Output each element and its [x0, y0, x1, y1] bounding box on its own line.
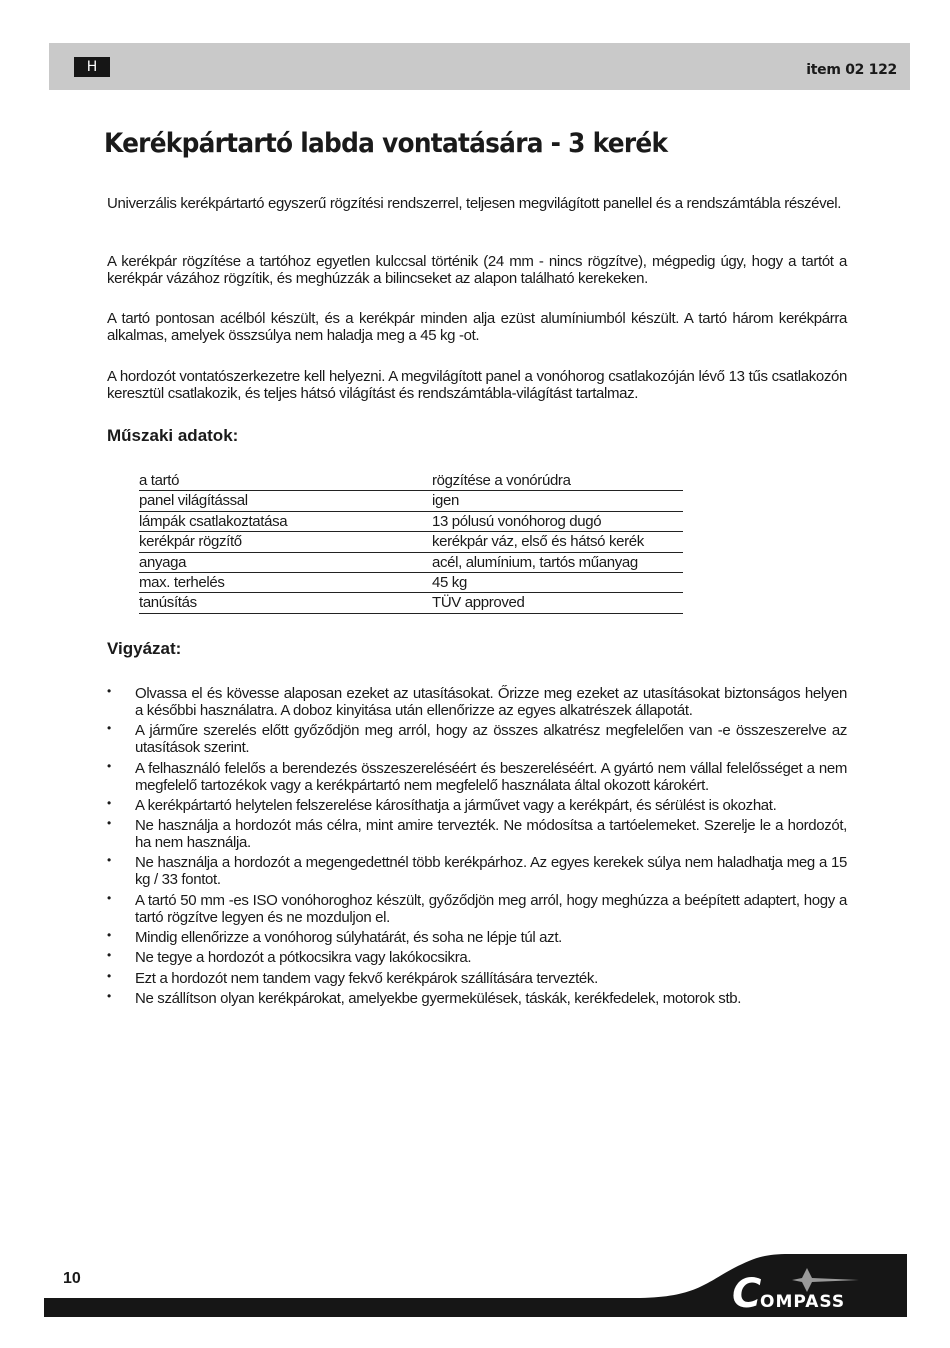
- table-row: [139, 491, 683, 511]
- list-item: [107, 760, 847, 794]
- bullet-icon: •: [107, 795, 111, 810]
- paragraph: A tartó pontosan acélból készült, és a kerékpár minden alja ezüst alumíniumból készült. A tartó három kerékpárra alkalmas, amelyek összsúlya nem haladja meg a 45 kg -ot.: [107, 310, 847, 344]
- svg-text:OMPASS: OMPASS: [760, 1292, 846, 1312]
- list-item-text: A felhasználó felelős a berendezés összeszereléséért és beszereléséért. A gyártó nem vállal felelősséget a nem megfelelő tartozékok vagy a kerékpártartó nem megfelelő használata által okozott károkért.: [135, 759, 847, 794]
- bullet-icon: •: [107, 721, 111, 736]
- spec-label: kerékpár rögzítő: [139, 533, 242, 551]
- svg-text:C: C: [732, 1271, 762, 1317]
- paragraph: A hordozót vontatószerkezetre kell helyezni. A megvilágított panel a vonóhorog csatlakozóján lévő 13 tűs csatlakozón keresztül csatlakozik, és teljes hátsó világítást és rendszámtábla-világítást tartalmaz.: [107, 368, 847, 402]
- spec-label: max. terhelés: [139, 573, 225, 591]
- list-item: [107, 854, 847, 888]
- table-row: [139, 532, 683, 552]
- header-bar: [49, 43, 910, 90]
- spec-value: TÜV approved: [432, 594, 525, 612]
- list-item-text: Ezt a hordozót nem tandem vagy fekvő kerékpárok szállítására tervezték.: [135, 969, 598, 987]
- table-row: [139, 471, 683, 491]
- table-row: [139, 512, 683, 532]
- spec-value: 13 pólusú vonóhorog dugó: [432, 512, 602, 530]
- item-number: item 02 122: [806, 62, 897, 78]
- spec-value: 45 kg: [432, 573, 467, 591]
- spec-value: kerékpár váz, első és hátsó kerék: [432, 533, 644, 551]
- bullet-icon: •: [107, 890, 111, 905]
- list-item: [107, 970, 847, 987]
- table-row: [139, 593, 683, 613]
- list-item-text: A tartó 50 mm -es ISO vonóhoroghoz készült, győződjön meg arról, hogy meghúzza a beépített adaptert, hogy a tartó rögzítve legyen és ne mozduljon el.: [135, 891, 847, 926]
- spec-label: lámpák csatlakoztatása: [139, 512, 288, 530]
- list-item: [107, 990, 847, 1007]
- spec-value: acél, alumínium, tartós műanyag: [432, 553, 638, 571]
- list-item-text: Ne tegye a hordozót a pótkocsikra vagy lakókocsikra.: [135, 949, 472, 967]
- spec-label: panel világítással: [139, 492, 248, 510]
- bullet-icon: •: [107, 758, 111, 773]
- warning-heading: Vigyázat:: [107, 639, 182, 658]
- bullet-icon: •: [107, 853, 111, 868]
- list-item: [107, 949, 847, 966]
- spec-label: anyaga: [139, 553, 187, 571]
- warning-list: [107, 685, 847, 1010]
- specs-heading: Műszaki adatok:: [107, 426, 239, 445]
- list-item: [107, 892, 847, 926]
- list-item: [107, 817, 847, 851]
- list-item-text: A járműre szerelés előtt győződjön meg arról, hogy az összes alkatrész megfelelően van -e összeszerelve az utasítások szerint.: [135, 722, 847, 757]
- list-item-text: A kerékpártartó helytelen felszerelése károsíthatja a járművet vagy a kerékpárt, és sérülést is okozhat.: [135, 796, 777, 814]
- bullet-icon: •: [107, 988, 111, 1003]
- list-item-text: Ne használja a hordozót a megengedettnél több kerékpárhoz. Az egyes kerekek súlya nem haladhatja meg a 15 kg / 33 fontot.: [135, 854, 847, 889]
- bullet-icon: •: [107, 968, 111, 983]
- spec-label: a tartó: [139, 472, 180, 489]
- bullet-icon: •: [107, 816, 111, 831]
- paragraph: A kerékpár rögzítése a tartóhoz egyetlen kulccsal történik (24 mm - nincs rögzítve), mégpedig úgy, hogy a tartót a kerékpár vázához rögzítik, és meghúzzák a bilincseket az alapon található kerekeken.: [107, 253, 847, 287]
- footer-band: [44, 1254, 907, 1317]
- list-item-text: Ne használja a hordozót más célra, mint amire tervezték. Ne módosítsa a tartóelemeket. Szerelje le a hordozót, ha nem használja.: [135, 817, 847, 852]
- table-row: [139, 553, 683, 573]
- table-row: [139, 573, 683, 593]
- spec-value: rögzítése a vonórúdra: [432, 472, 571, 489]
- spec-label: tanúsítás: [139, 594, 197, 612]
- bullet-icon: •: [107, 684, 111, 698]
- list-item-text: Olvassa el és kövesse alaposan ezeket az utasításokat. Őrizze meg ezeket az utasításokat biztonságos helyen a későbbi használatra. A doboz kinyitása után ellenőrizze az egyes alkatrészek állapotát.: [135, 685, 847, 719]
- list-item: [107, 797, 847, 814]
- list-item-text: Ne szállítson olyan kerékpárokat, amelyekbe gyermekülések, táskák, kerékfedelek, motorok stb.: [135, 989, 742, 1007]
- specs-table: [139, 471, 683, 614]
- list-item-text: Mindig ellenőrizze a vonóhorog súlyhatárát, és soha ne lépje túl azt.: [135, 929, 562, 947]
- page-number: 10: [63, 1270, 81, 1287]
- bullet-icon: •: [107, 948, 111, 963]
- list-item: [107, 685, 847, 719]
- spec-value: igen: [432, 492, 459, 510]
- page-title: Kerékpártartó labda vontatására - 3 kerék: [104, 128, 668, 159]
- bullet-icon: •: [107, 928, 111, 943]
- list-item: [107, 722, 847, 756]
- paragraph: Univerzális kerékpártartó egyszerű rögzítési rendszerrel, teljesen megvilágított panellel és a rendszámtábla részével.: [107, 195, 842, 212]
- language-badge: H: [74, 57, 110, 77]
- list-item: [107, 929, 847, 946]
